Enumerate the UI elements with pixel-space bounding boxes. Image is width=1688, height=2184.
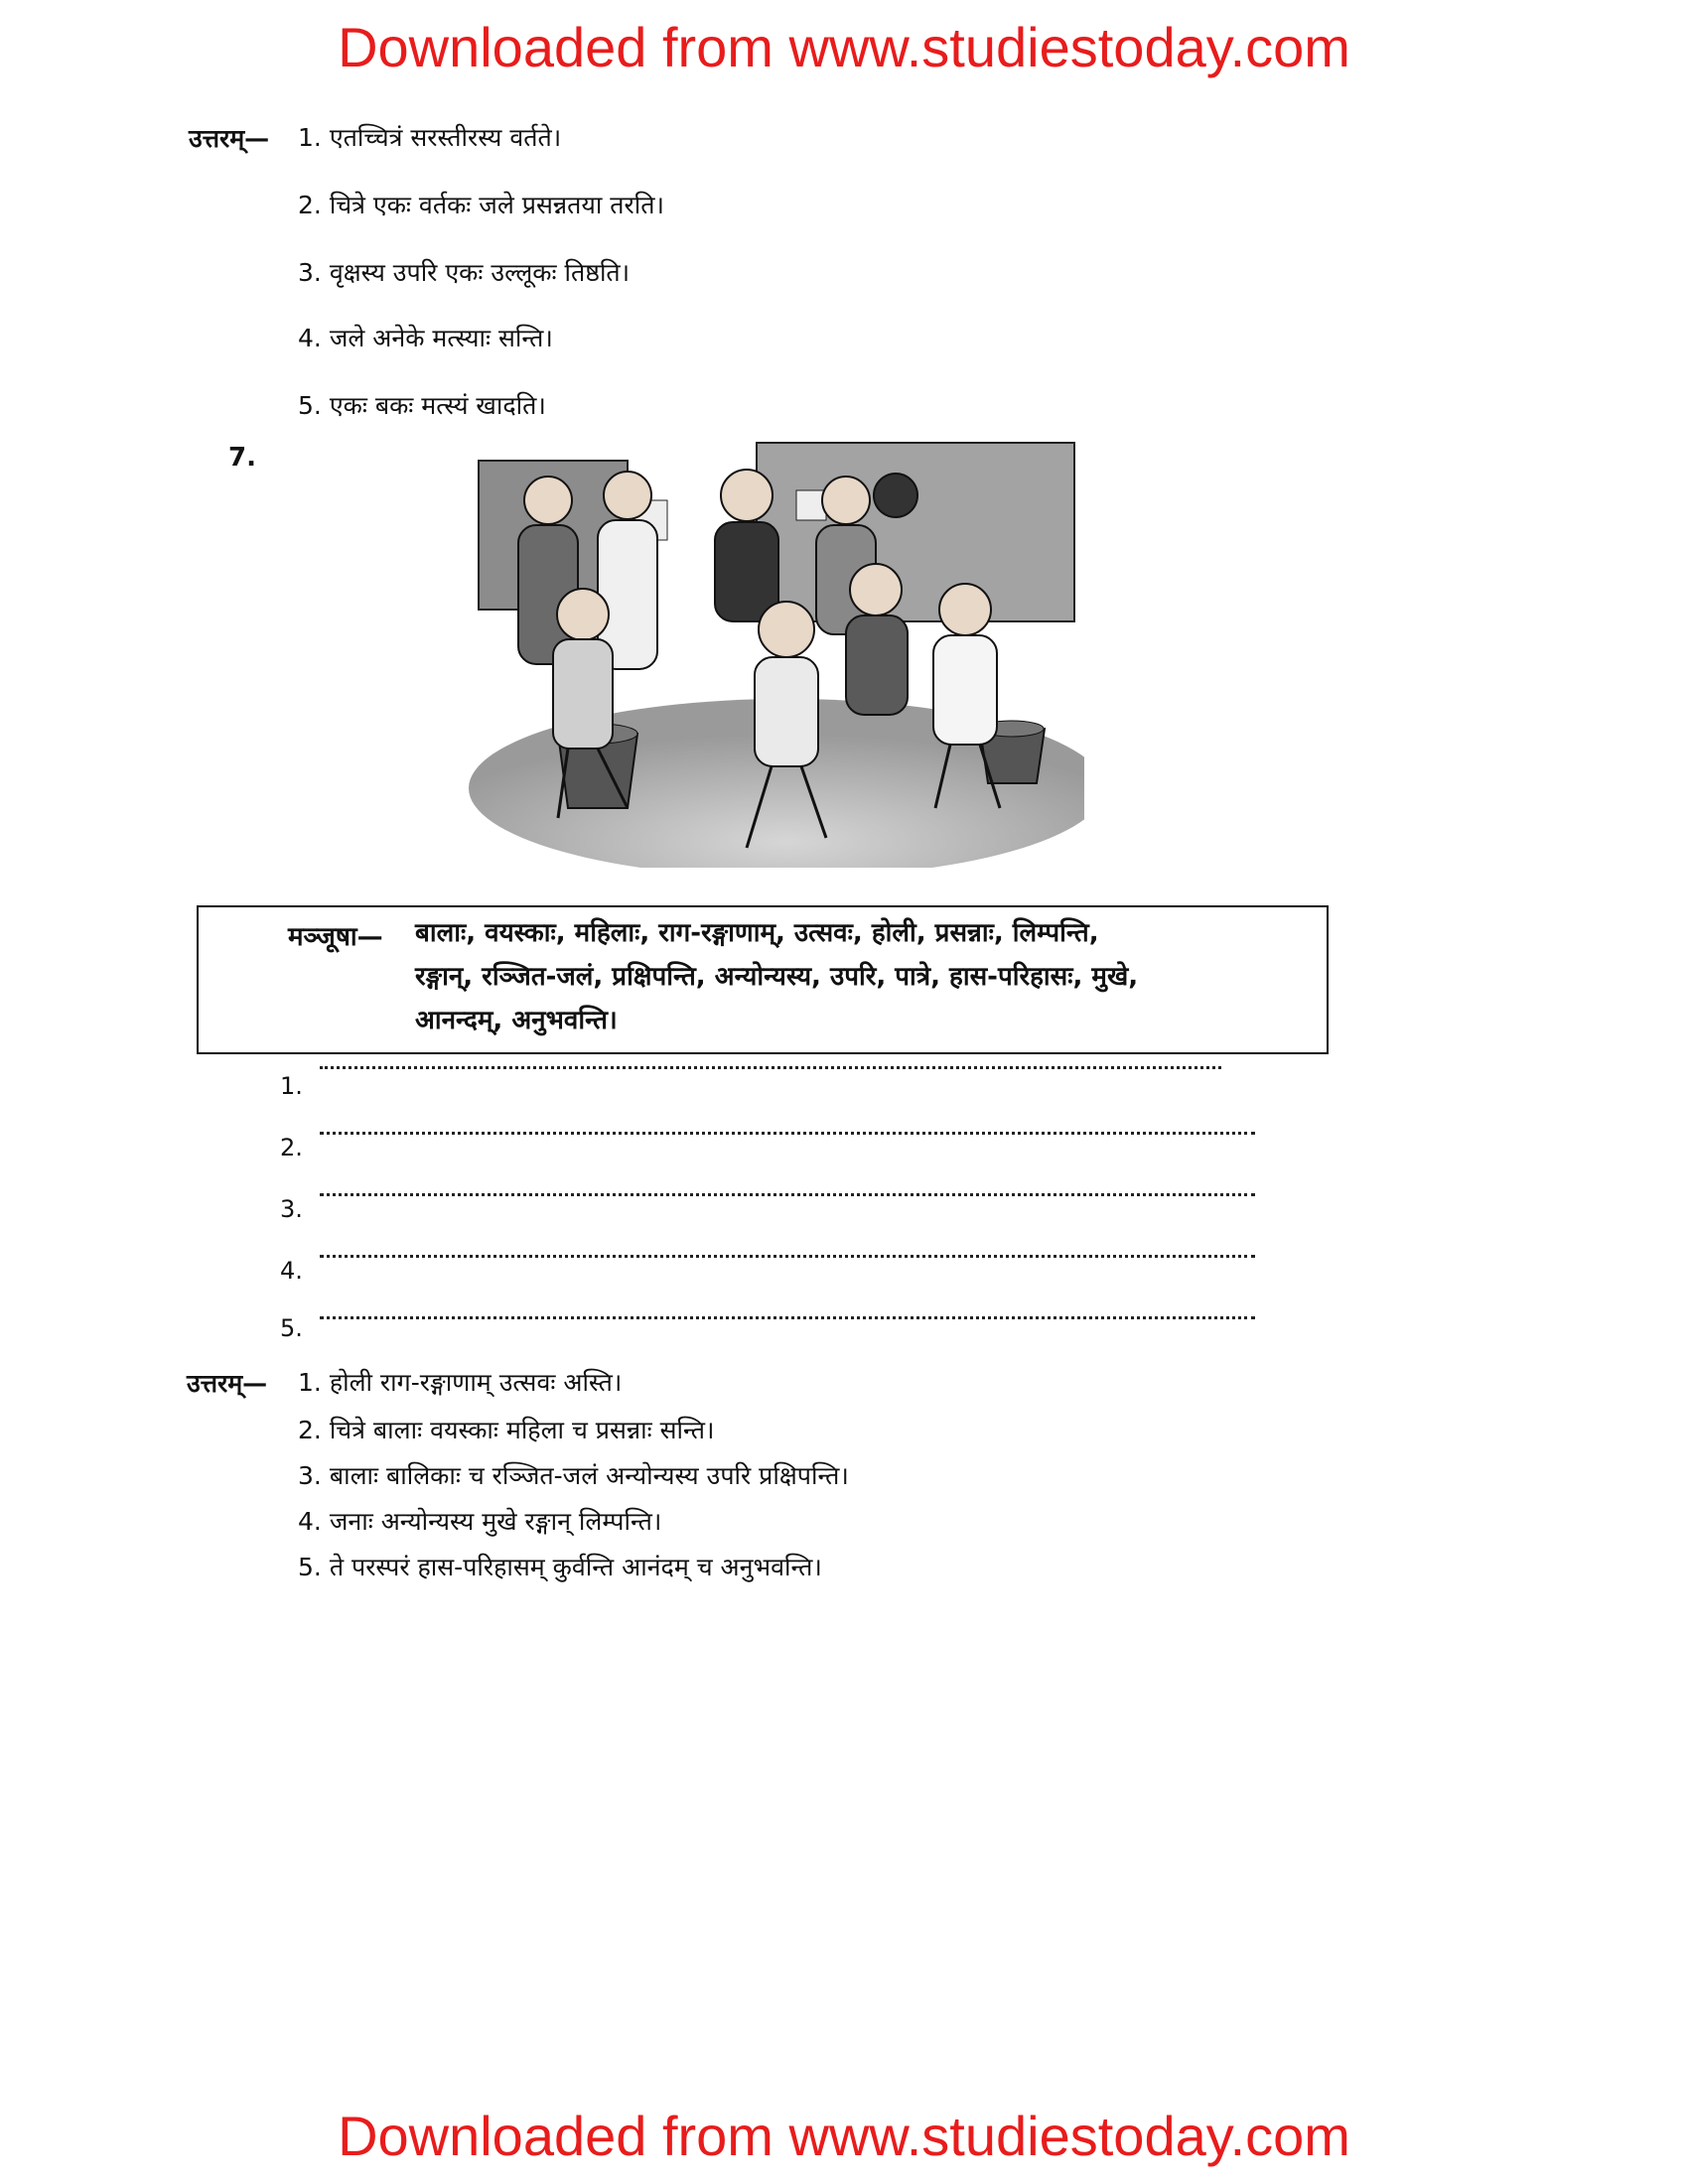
answer-label-1: उत्तरम्—: [189, 124, 270, 153]
answer-text: होली राग-रङ्गाणाम् उत्सवः अस्ति।: [329, 1368, 623, 1397]
question-number: 7.: [228, 443, 256, 473]
answer-1-3: [298, 256, 630, 290]
answer-1-4: [298, 322, 553, 355]
word-box-line-1: बालाः, वयस्काः, महिलाः, राग-रङ्गाणाम्, उत्सवः, होली, प्रसन्नाः, लिम्पन्ति,: [415, 918, 1099, 948]
answer-text: चित्रे बालाः वयस्काः महिला च प्रसन्नाः सन्ति।: [329, 1416, 715, 1444]
blank-line-2[interactable]: [320, 1132, 1255, 1135]
holi-illustration: [459, 441, 1084, 868]
answer-2-5: [298, 1551, 822, 1584]
answer-text: जले अनेके मत्स्याः सन्ति।: [329, 324, 553, 352]
word-box-label: मञ्जूषा—: [288, 922, 383, 952]
answer-number: 4.: [298, 324, 322, 352]
word-box-line-2: रङ्गान्, रञ्जित-जलं, प्रक्षिपन्ति, अन्योन्यस्य, उपरि, पात्रे, हास-परिहासः, मुखे,: [415, 962, 1139, 992]
answer-number: 3.: [298, 1461, 322, 1490]
blank-line-1[interactable]: [320, 1066, 1221, 1069]
answer-1-2: [298, 189, 664, 222]
answer-2-1: [298, 1366, 622, 1400]
answer-2-2: [298, 1414, 714, 1447]
answer-text: एकः बकः मत्स्यं खादति।: [329, 391, 546, 420]
blank-number: 5.: [280, 1314, 303, 1342]
answer-number: 2.: [298, 191, 322, 219]
answer-number: 5.: [298, 391, 322, 420]
answer-2-3: [298, 1459, 849, 1493]
answer-number: 1.: [298, 123, 322, 152]
blank-line-4[interactable]: [320, 1255, 1255, 1258]
word-box-line-3: आनन्दम्, अनुभवन्ति।: [415, 1006, 618, 1035]
blank-number: 4.: [280, 1257, 303, 1285]
answer-2-4: [298, 1505, 661, 1539]
answer-number: 3.: [298, 258, 322, 287]
answer-text: जनाः अन्योन्यस्य मुखे रङ्गान् लिम्पन्ति।: [329, 1507, 662, 1536]
download-banner-bottom: Downloaded from www.studiestoday.com: [338, 2105, 1350, 2167]
answer-text: बालाः बालिकाः च रञ्जित-जलं अन्योन्यस्य उपरि प्रक्षिपन्ति।: [329, 1461, 849, 1490]
blank-number: 2.: [280, 1134, 303, 1161]
download-banner-top: Downloaded from www.studiestoday.com: [338, 16, 1350, 78]
answer-number: 4.: [298, 1507, 322, 1536]
blank-number: 1.: [280, 1072, 303, 1100]
answer-1-1: [298, 121, 561, 155]
answer-number: 2.: [298, 1416, 322, 1444]
answer-label-2: उत्तरम्—: [187, 1369, 268, 1398]
answer-text: ते परस्परं हास-परिहासम् कुर्वन्ति आनंदम् च अनुभवन्ति।: [329, 1553, 822, 1581]
blank-line-3[interactable]: [320, 1193, 1255, 1196]
answer-text: एतच्चित्रं सरस्तीरस्य वर्तते।: [329, 123, 562, 152]
blank-line-5[interactable]: [320, 1316, 1255, 1319]
answer-number: 1.: [298, 1368, 322, 1397]
blank-number: 3.: [280, 1195, 303, 1223]
answer-text: वृक्षस्य उपरि एकः उल्लूकः तिष्ठति।: [329, 258, 631, 287]
answer-text: चित्रे एकः वर्तकः जले प्रसन्नतया तरति।: [329, 191, 664, 219]
answer-number: 5.: [298, 1553, 322, 1581]
answer-1-5: [298, 389, 546, 423]
